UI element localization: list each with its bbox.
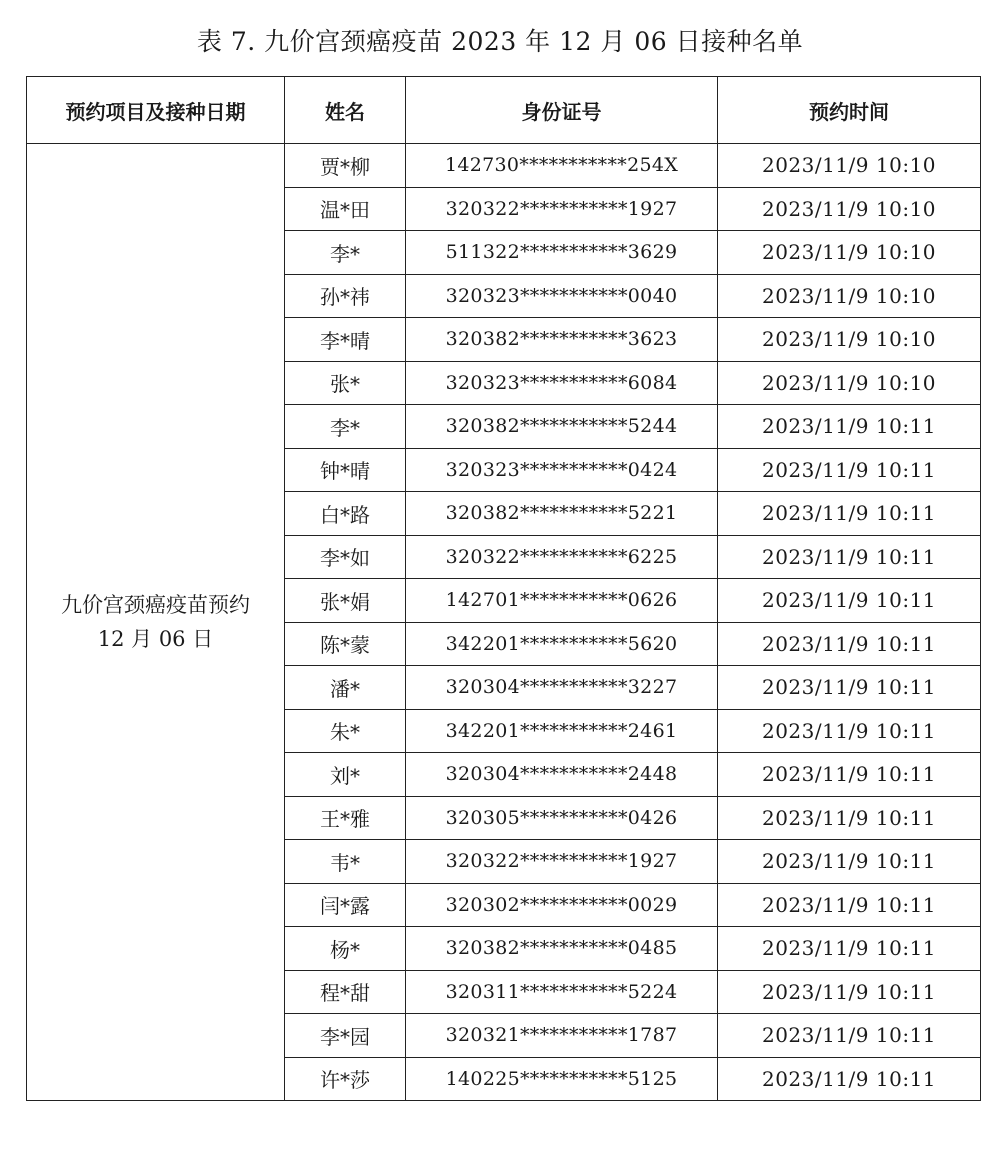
name-cell: 李* <box>285 231 406 275</box>
id-number-cell: 142701***********0626 <box>406 579 718 623</box>
id-number-cell: 320311***********5224 <box>406 970 718 1014</box>
appointment-time-cell: 2023/11/9 10:11 <box>718 666 981 710</box>
column-header-name: 姓名 <box>285 77 406 144</box>
name-cell: 李*如 <box>285 535 406 579</box>
name-cell: 白*路 <box>285 492 406 536</box>
name-cell: 钟*晴 <box>285 448 406 492</box>
project-date-cell <box>27 144 285 1101</box>
appointment-time-cell: 2023/11/9 10:10 <box>718 187 981 231</box>
vaccination-roster-table <box>26 76 981 1101</box>
appointment-time-cell: 2023/11/9 10:11 <box>718 796 981 840</box>
name-cell: 刘* <box>285 753 406 797</box>
appointment-time-cell: 2023/11/9 10:11 <box>718 840 981 884</box>
appointment-time-cell: 2023/11/9 10:10 <box>718 318 981 362</box>
id-number-cell: 320323***********6084 <box>406 361 718 405</box>
appointment-time-cell: 2023/11/9 10:11 <box>718 753 981 797</box>
id-number-cell: 320304***********3227 <box>406 666 718 710</box>
id-number-cell: 320322***********6225 <box>406 535 718 579</box>
header-row <box>27 77 981 144</box>
appointment-time-cell: 2023/11/9 10:11 <box>718 709 981 753</box>
name-cell: 张*娟 <box>285 579 406 623</box>
appointment-time-cell: 2023/11/9 10:11 <box>718 579 981 623</box>
id-number-cell: 320322***********1927 <box>406 187 718 231</box>
name-cell: 闫*露 <box>285 883 406 927</box>
id-number-cell: 320302***********0029 <box>406 883 718 927</box>
appointment-time-cell: 2023/11/9 10:11 <box>718 622 981 666</box>
id-number-cell: 142730***********254X <box>406 144 718 188</box>
name-cell: 张* <box>285 361 406 405</box>
id-number-cell: 511322***********3629 <box>406 231 718 275</box>
id-number-cell: 320305***********0426 <box>406 796 718 840</box>
id-number-cell: 320382***********5244 <box>406 405 718 449</box>
appointment-time-cell: 2023/11/9 10:10 <box>718 361 981 405</box>
id-number-cell: 140225***********5125 <box>406 1057 718 1101</box>
name-cell: 温*田 <box>285 187 406 231</box>
name-cell: 韦* <box>285 840 406 884</box>
appointment-time-cell: 2023/11/9 10:11 <box>718 1014 981 1058</box>
name-cell: 朱* <box>285 709 406 753</box>
appointment-time-cell: 2023/11/9 10:10 <box>718 144 981 188</box>
appointment-time-cell: 2023/11/9 10:11 <box>718 883 981 927</box>
id-number-cell: 320382***********0485 <box>406 927 718 971</box>
id-number-cell: 320323***********0040 <box>406 274 718 318</box>
appointment-time-cell: 2023/11/9 10:11 <box>718 448 981 492</box>
name-cell: 李*园 <box>285 1014 406 1058</box>
column-header-time: 预约时间 <box>718 77 981 144</box>
table-body <box>27 144 981 1101</box>
appointment-time-cell: 2023/11/9 10:11 <box>718 927 981 971</box>
name-cell: 程*甜 <box>285 970 406 1014</box>
column-header-id: 身份证号 <box>406 77 718 144</box>
id-number-cell: 342201***********5620 <box>406 622 718 666</box>
name-cell: 杨* <box>285 927 406 971</box>
id-number-cell: 320382***********5221 <box>406 492 718 536</box>
table-header <box>27 77 981 144</box>
appointment-time-cell: 2023/11/9 10:11 <box>718 970 981 1014</box>
id-number-cell: 320323***********0424 <box>406 448 718 492</box>
appointment-time-cell: 2023/11/9 10:11 <box>718 535 981 579</box>
name-cell: 李*晴 <box>285 318 406 362</box>
appointment-time-cell: 2023/11/9 10:11 <box>718 405 981 449</box>
appointment-time-cell: 2023/11/9 10:10 <box>718 274 981 318</box>
name-cell: 王*雅 <box>285 796 406 840</box>
id-number-cell: 320382***********3623 <box>406 318 718 362</box>
id-number-cell: 320321***********1787 <box>406 1014 718 1058</box>
name-cell: 许*莎 <box>285 1057 406 1101</box>
column-header-project: 预约项目及接种日期 <box>27 77 285 144</box>
id-number-cell: 342201***********2461 <box>406 709 718 753</box>
name-cell: 李* <box>285 405 406 449</box>
table-row <box>27 144 981 188</box>
appointment-time-cell: 2023/11/9 10:11 <box>718 492 981 536</box>
appointment-time-cell: 2023/11/9 10:11 <box>718 1057 981 1101</box>
name-cell: 陈*蒙 <box>285 622 406 666</box>
vaccination-date: 12 月 06 日 <box>97 627 214 651</box>
project-name: 九价宫颈癌疫苗预约 <box>61 593 250 617</box>
name-cell: 孙*祎 <box>285 274 406 318</box>
name-cell: 贾*柳 <box>285 144 406 188</box>
id-number-cell: 320304***********2448 <box>406 753 718 797</box>
name-cell: 潘* <box>285 666 406 710</box>
page-title: 表 7. 九价宫颈癌疫苗 2023 年 12 月 06 日接种名单 <box>196 27 804 56</box>
appointment-time-cell: 2023/11/9 10:10 <box>718 231 981 275</box>
id-number-cell: 320322***********1927 <box>406 840 718 884</box>
